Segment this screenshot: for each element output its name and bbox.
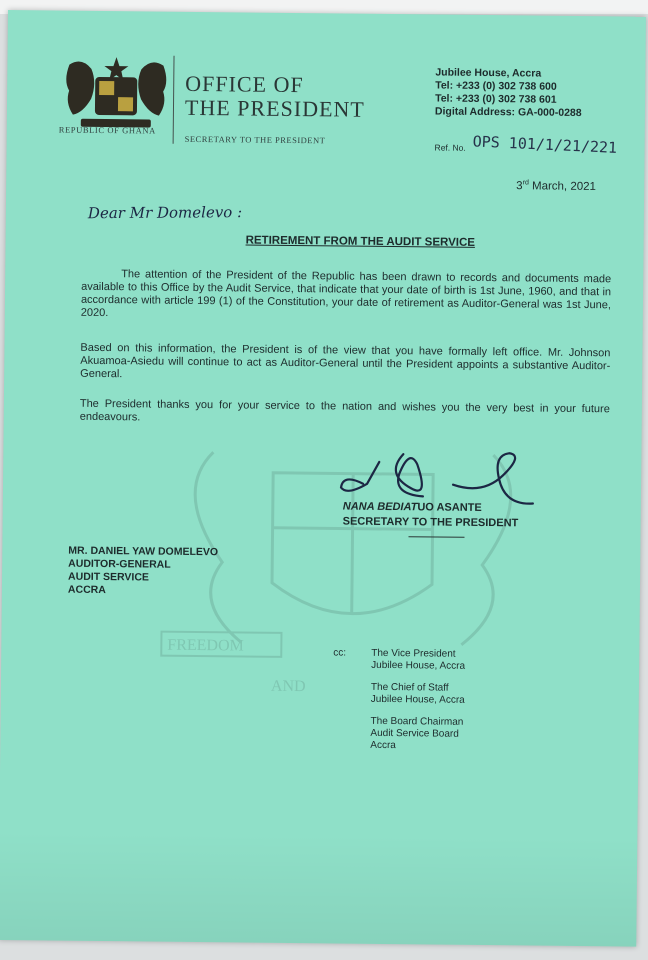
signatory-block: [343, 500, 519, 532]
addressee-line-3: AUDIT SERVICE: [68, 570, 150, 584]
digital-address: Digital Address: GA-000-0288: [434, 105, 582, 120]
addressee-line-1: MR. DANIEL YAW DOMELEVO: [68, 544, 219, 559]
cc-item-line-2: Jubilee House, Accra: [371, 659, 466, 672]
cc-item-line-3: Accra: [370, 739, 396, 752]
addressee-block: [68, 545, 218, 599]
contact-tel-1: Tel: +233 (0) 302 738 600: [435, 79, 557, 93]
date-day: 3: [516, 180, 523, 193]
reference-label: Ref. No.: [434, 142, 466, 153]
cc-item: [370, 716, 464, 753]
watermark-word-2: AND: [270, 677, 306, 696]
secretary-heading: SECRETARY TO THE PRESIDENT: [184, 133, 326, 146]
paragraph-1: The attention of the President of the Republic has been drawn to records and documents made available to this Office by the Audit Service, that indicate that your date of birth is 1st June, 1960, and that in accordance with article 199 (1) of the Constitution, your date of retirement as Auditor-General was 1st June, 2020.: [80, 268, 612, 320]
cc-list: [370, 648, 465, 763]
letter-paper: [0, 10, 646, 947]
paragraph-2: Based on this information, the President is of the view that you have formally left office. Mr. Johnson Akuamoa-Asiedu will continue to act as Auditor-General until the President appoints a substantive Auditor-General.: [80, 341, 611, 381]
letter-date: [516, 179, 596, 193]
addressee-line-4: ACCRA: [67, 583, 106, 597]
contact-address: Jubilee House, Accra: [435, 66, 542, 80]
cc-label: cc:: [333, 647, 347, 659]
office-title: [185, 72, 365, 122]
contact-tel-2: Tel: +233 (0) 302 738 601: [435, 92, 557, 106]
paragraph-3: The President thanks you for your service to the nation and wishes you the very best in your future endeavours.: [79, 397, 610, 424]
letter-subject: RETIREMENT FROM THE AUDIT SERVICE: [245, 234, 476, 249]
office-title-line-2: THE PRESIDENT: [184, 94, 365, 122]
signatory-name-part-2: UO ASANTE: [417, 501, 482, 514]
letterhead-divider: [173, 56, 175, 144]
office-title-line-1: OFFICE OF: [185, 70, 304, 98]
cc-item-line-2: Jubilee House, Accra: [370, 693, 465, 706]
addressee-line-2: AUDITOR-GENERAL: [68, 557, 171, 571]
ghana-coat-of-arms-icon: [58, 55, 172, 136]
signatory-name-part-1: NANA BEDIAT: [342, 500, 418, 514]
cc-item-line-2: Audit Service Board: [370, 727, 459, 740]
republic-of-ghana-label: REPUBLIC OF GHANA: [58, 124, 156, 136]
cc-item-line-1: The Chief of Staff: [370, 681, 449, 694]
paper-shadow: [0, 830, 637, 947]
date-rest: March, 2021: [528, 180, 597, 193]
reference-number: OPS 101/1/21/221: [472, 132, 618, 157]
cc-item: [371, 648, 465, 673]
watermark-word-1: FREEDOM: [167, 636, 244, 655]
date-suffix: rd: [522, 179, 529, 187]
contact-block: [435, 66, 582, 120]
cc-item-line-1: The Vice President: [371, 647, 456, 660]
salutation: Dear Mr Domelevo :: [87, 203, 243, 223]
cc-item-line-1: The Board Chairman: [370, 715, 464, 728]
cc-item: [371, 682, 465, 707]
signatory-title: SECRETARY TO THE PRESIDENT: [342, 515, 519, 530]
